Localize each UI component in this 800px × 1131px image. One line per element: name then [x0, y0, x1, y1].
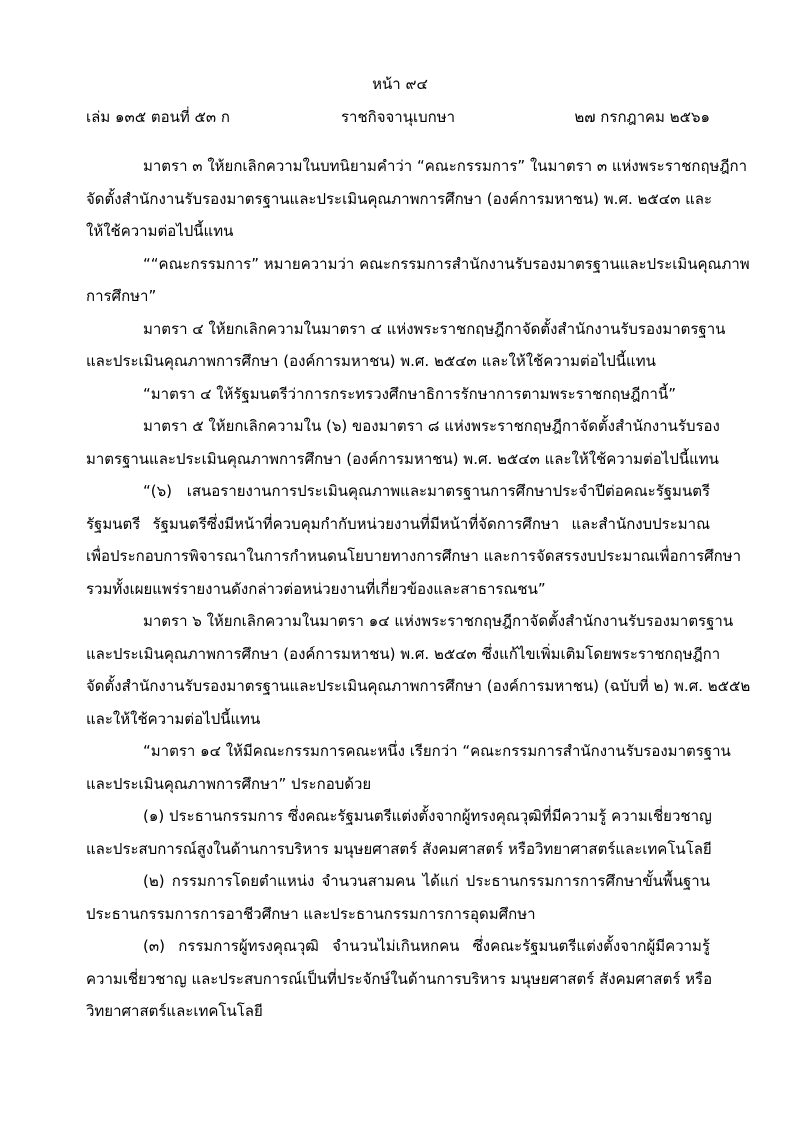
body-line: และประสบการณ์สูงในด้านการบริหาร มนุษยศาสตร์ สังคมศาสตร์ หรือวิทยาศาสตร์และเทคโนโลยี — [86, 840, 712, 858]
body-line: และประเมินคุณภาพการศึกษา (องค์การมหาชน) พ.ศ. ๒๕๔๓ และให้ใช้ความต่อไปนี้แทน — [86, 352, 656, 370]
page-header-row — [86, 105, 710, 127]
body-line: มาตรฐานและประเมินคุณภาพการศึกษา (องค์การมหาชน) พ.ศ. ๒๕๔๓ และให้ใช้ความต่อไปนี้แทน — [86, 450, 719, 468]
page-number: หน้า ๙๔ — [372, 75, 428, 93]
body-line: “มาตรา ๑๔ ให้มีคณะกรรมการคณะหนึ่ง เรียกว่า “คณะกรรมการสำนักงานรับรองมาตรฐาน — [143, 742, 731, 760]
body-line: จัดตั้งสำนักงานรับรองมาตรฐานและประเมินคุณภาพการศึกษา (องค์การมหาชน) (ฉบับที่ ๒) พ.ศ. ๒๕๕๒ — [86, 677, 751, 695]
body-line: (๓) กรรมการผู้ทรงคุณวุฒิ จำนวนไม่เกินหกคน ซึ่งคณะรัฐมนตรีแต่งตั้งจากผู้มีความรู้ — [143, 937, 710, 955]
body-line: การศึกษา” — [86, 287, 157, 305]
body-line: ให้ใช้ความต่อไปนี้แทน — [86, 222, 234, 240]
publication-date: ๒๗ กรกฎาคม ๒๕๖๑ — [574, 108, 710, 126]
body-line: ประธานกรรมการการอาชีวศึกษา และประธานกรรมการการอุดมศึกษา — [86, 905, 536, 923]
body-line: “(๖) เสนอรายงานการประเมินคุณภาพและมาตรฐานการศึกษาประจำปีต่อคณะรัฐมนตรี — [143, 482, 710, 500]
body-line: มาตรา ๕ ให้ยกเลิกความใน (๖) ของมาตรา ๘ แห่งพระราชกฤษฎีกาจัดตั้งสำนักงานรับรอง — [143, 417, 720, 435]
body-line: และให้ใช้ความต่อไปนี้แทน — [86, 710, 261, 728]
body-line: เพื่อประกอบการพิจารณาในการกำหนดนโยบายทางการศึกษา และการจัดสรรงบประมาณเพื่อการศึกษา — [86, 547, 742, 565]
body-line: มาตรา ๔ ให้ยกเลิกความในมาตรา ๔ แห่งพระราชกฤษฎีกาจัดตั้งสำนักงานรับรองมาตรฐาน — [143, 320, 726, 338]
volume-issue: เล่ม ๑๓๕ ตอนที่ ๕๓ ก — [86, 108, 230, 126]
publication-title: ราชกิจจานุเบกษา — [340, 108, 456, 126]
body-line: (๑) ประธานกรรมการ ซึ่งคณะรัฐมนตรีแต่งตั้งจากผู้ทรงคุณวุฒิที่มีความรู้ ความเชี่ยวชาญ — [143, 807, 712, 825]
body-line: รัฐมนตรี รัฐมนตรีซึ่งมีหน้าที่ควบคุมกำกับหน่วยงานที่มีหน้าที่จัดการศึกษา และสำนักงบประมาณ — [86, 515, 710, 533]
body-line: วิทยาศาสตร์และเทคโนโลยี — [86, 1002, 263, 1020]
body-line: ““คณะกรรมการ” หมายความว่า คณะกรรมการสำนักงานรับรองมาตรฐานและประเมินคุณภาพ — [143, 255, 750, 273]
body-line: มาตรา ๓ ให้ยกเลิกความในบทนิยามคำว่า “คณะกรรมการ” ในมาตรา ๓ แห่งพระราชกฤษฎีกา — [143, 157, 748, 175]
body-line: (๒) กรรมการโดยตำแหน่ง จำนวนสามคน ได้แก่ ประธานกรรมการการศึกษาขั้นพื้นฐาน — [143, 872, 710, 890]
body-line: มาตรา ๖ ให้ยกเลิกความในมาตรา ๑๔ แห่งพระราชกฤษฎีกาจัดตั้งสำนักงานรับรองมาตรฐาน — [143, 612, 734, 630]
body-line: และประเมินคุณภาพการศึกษา (องค์การมหาชน) พ.ศ. ๒๕๔๓ ซึ่งแก้ไขเพิ่มเติมโดยพระราชกฤษฎีกา — [86, 645, 721, 663]
body-line: รวมทั้งเผยแพร่รายงานดังกล่าวต่อหน่วยงานที่เกี่ยวข้องและสาธารณชน” — [86, 580, 546, 598]
body-line: ความเชี่ยวชาญ และประสบการณ์เป็นที่ประจักษ์ในด้านการบริหาร มนุษยศาสตร์ สังคมศาสตร์ หรือ — [86, 970, 713, 988]
body-line: “มาตรา ๔ ให้รัฐมนตรีว่าการกระทรวงศึกษาธิการรักษาการตามพระราชกฤษฎีกานี้” — [143, 385, 676, 403]
body-line: และประเมินคุณภาพการศึกษา” ประกอบด้วย — [86, 775, 372, 793]
body-line: จัดตั้งสำนักงานรับรองมาตรฐานและประเมินคุณภาพการศึกษา (องค์การมหาชน) พ.ศ. ๒๕๔๓ และ — [86, 190, 713, 208]
